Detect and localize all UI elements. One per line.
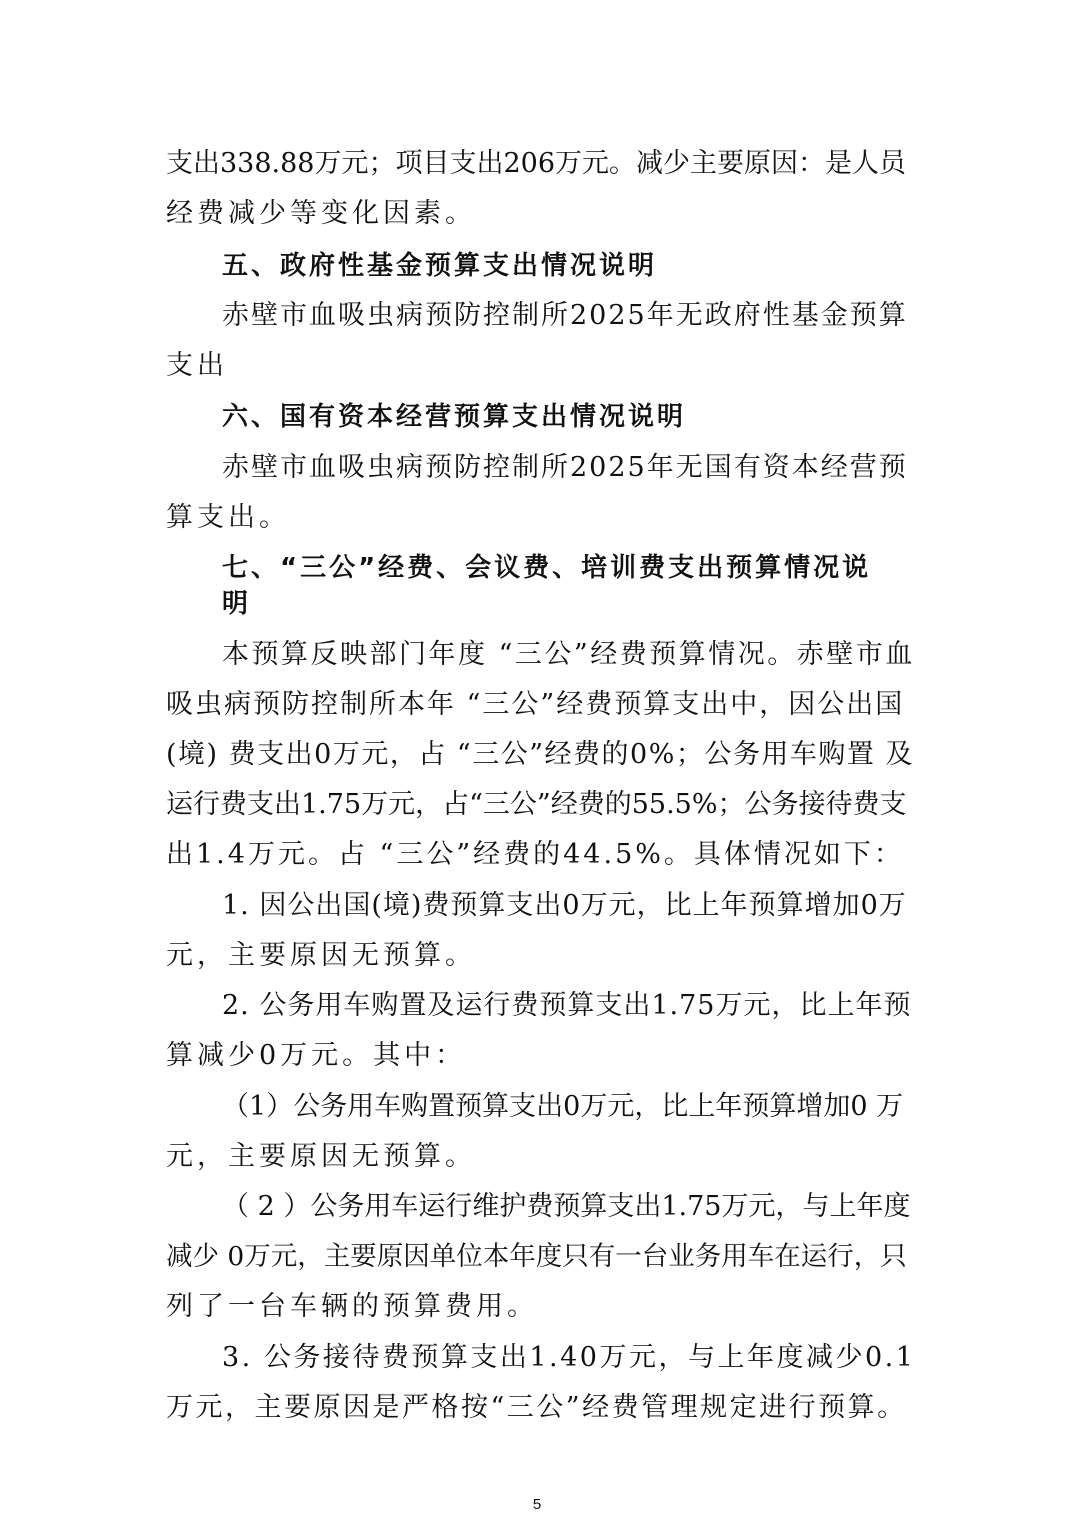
paragraph-line: 运行费支出1.75万元，占“三公”经费的55.5%；公务接待费支 [166, 789, 907, 820]
paragraph-line: 经费减少等变化因素。 [166, 198, 476, 229]
section-heading: 六、国有资本经营预算支出情况说明 [222, 402, 687, 432]
paragraph-line: 赤壁市血吸虫病预防控制所2025年无国有资本经营预 [222, 452, 908, 483]
paragraph-line: 元，主要原因无预算。 [166, 940, 476, 971]
section-heading: 明 [222, 589, 252, 619]
paragraph-line: （ 2 ）公务用车运行维护费预算支出1.75万元，与上年度 [222, 1191, 911, 1222]
paragraph-line: 吸虫病预防控制所本年 “三公”经费预算支出中，因公出国 [166, 689, 905, 720]
paragraph-line: (境) 费支出0万元，占 “三公”经费的0%；公务用车购置 及 [166, 739, 914, 770]
page-number: 5 [532, 1496, 542, 1513]
paragraph-line: 算支出。 [166, 502, 290, 533]
paragraph-line: 算减少0万元。其中： [166, 1040, 467, 1071]
section-heading: 五、政府性基金预算支出情况说明 [222, 251, 658, 281]
paragraph-line: 元，主要原因无预算。 [166, 1141, 476, 1172]
section-heading: 七、“三公”经费、会议费、培训费支出预算情况说 [222, 553, 872, 583]
paragraph-line: 列了一台车辆的预算费用。 [166, 1291, 538, 1322]
paragraph-line: 3. 公务接待费预算支出1.40万元，与上年度减少0.1 [222, 1342, 916, 1373]
paragraph-line: 支出 [166, 350, 228, 381]
paragraph-line: 减少 0万元，主要原因单位本年度只有一台业务用车在运行，只 [166, 1241, 907, 1272]
paragraph-line: 万元，主要原因是严格按“三公”经费管理规定进行预算。 [166, 1392, 907, 1423]
paragraph-line: 2. 公务用车购置及运行费预算支出1.75万元，比上年预 [222, 990, 912, 1021]
paragraph-line: 出1.4万元。占 “三公”经费的44.5%。具体情况如下： [166, 839, 904, 870]
paragraph-line: 本预算反映部门年度 “三公”经费预算情况。赤壁市血 [222, 639, 915, 670]
paragraph-line: （1）公务用车购置预算支出0万元，比上年预算增加0 万 [222, 1091, 904, 1122]
paragraph-line: 赤壁市血吸虫病预防控制所2025年无政府性基金预算 [222, 300, 908, 331]
paragraph-line: 支出338.88万元；项目支出206万元。减少主要原因：是人员 [166, 148, 907, 179]
paragraph-line: 1. 因公出国(境)费预算支出0万元，比上年预算增加0万 [222, 890, 907, 921]
